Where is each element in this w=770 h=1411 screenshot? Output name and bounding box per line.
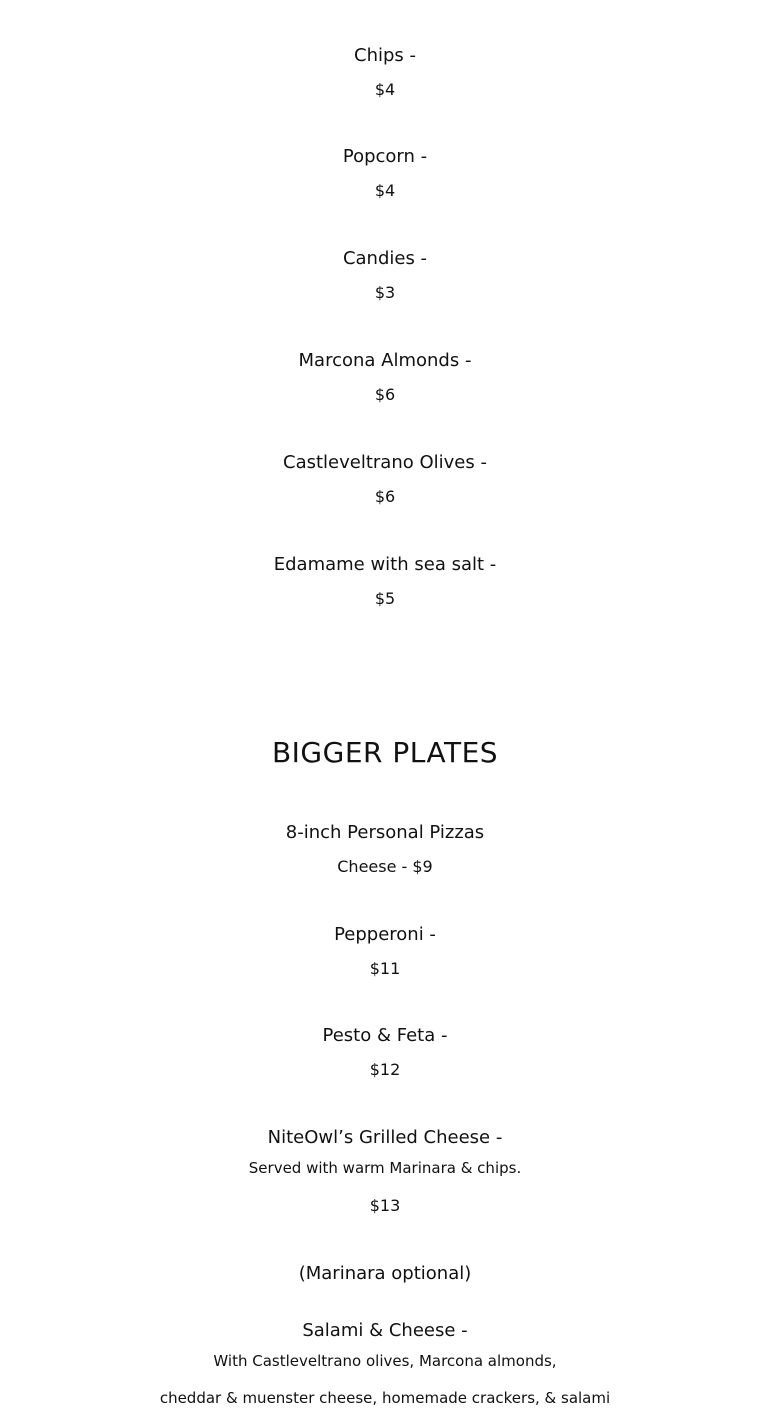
menu-item-name: Chips -: [354, 45, 416, 66]
menu-item-price: $4: [374, 80, 396, 99]
menu-item-detail: Cheese - $9: [337, 857, 433, 876]
menu-item-name: Edamame with sea salt -: [273, 554, 497, 575]
menu-item-name: Castleveltrano Olives -: [283, 452, 487, 473]
menu-item-name: 8-inch Personal Pizzas: [285, 822, 485, 843]
menu-item-price: $11: [369, 959, 401, 978]
section-heading: BIGGER PLATES: [271, 736, 499, 769]
menu-item-price: $13: [369, 1196, 401, 1215]
menu-item-name: Pepperoni -: [334, 924, 436, 945]
menu-item-price: $5: [374, 589, 396, 608]
menu-item-name: Candies -: [342, 248, 428, 269]
menu-item-price: $6: [374, 385, 396, 404]
menu-item-description: Served with warm Marinara & chips.: [248, 1159, 522, 1177]
menu-item-price: $12: [369, 1060, 401, 1079]
menu-item-name: Marcona Almonds -: [298, 350, 472, 371]
menu-item-price: $6: [374, 487, 396, 506]
menu-item-name: Popcorn -: [342, 146, 428, 167]
menu-item-note: (Marinara optional): [298, 1263, 472, 1284]
menu-item-name: Salami & Cheese -: [302, 1320, 468, 1341]
menu-item-price: $3: [374, 283, 396, 302]
menu-item-description: cheddar & muenster cheese, homemade crackers, & salami: [159, 1389, 611, 1407]
menu-item-name: Pesto & Feta -: [322, 1025, 448, 1046]
menu-item-price: $4: [374, 181, 396, 200]
menu-item-name: NiteOwl’s Grilled Cheese -: [267, 1127, 503, 1148]
menu-item-description: With Castleveltrano olives, Marcona almonds,: [213, 1352, 557, 1370]
